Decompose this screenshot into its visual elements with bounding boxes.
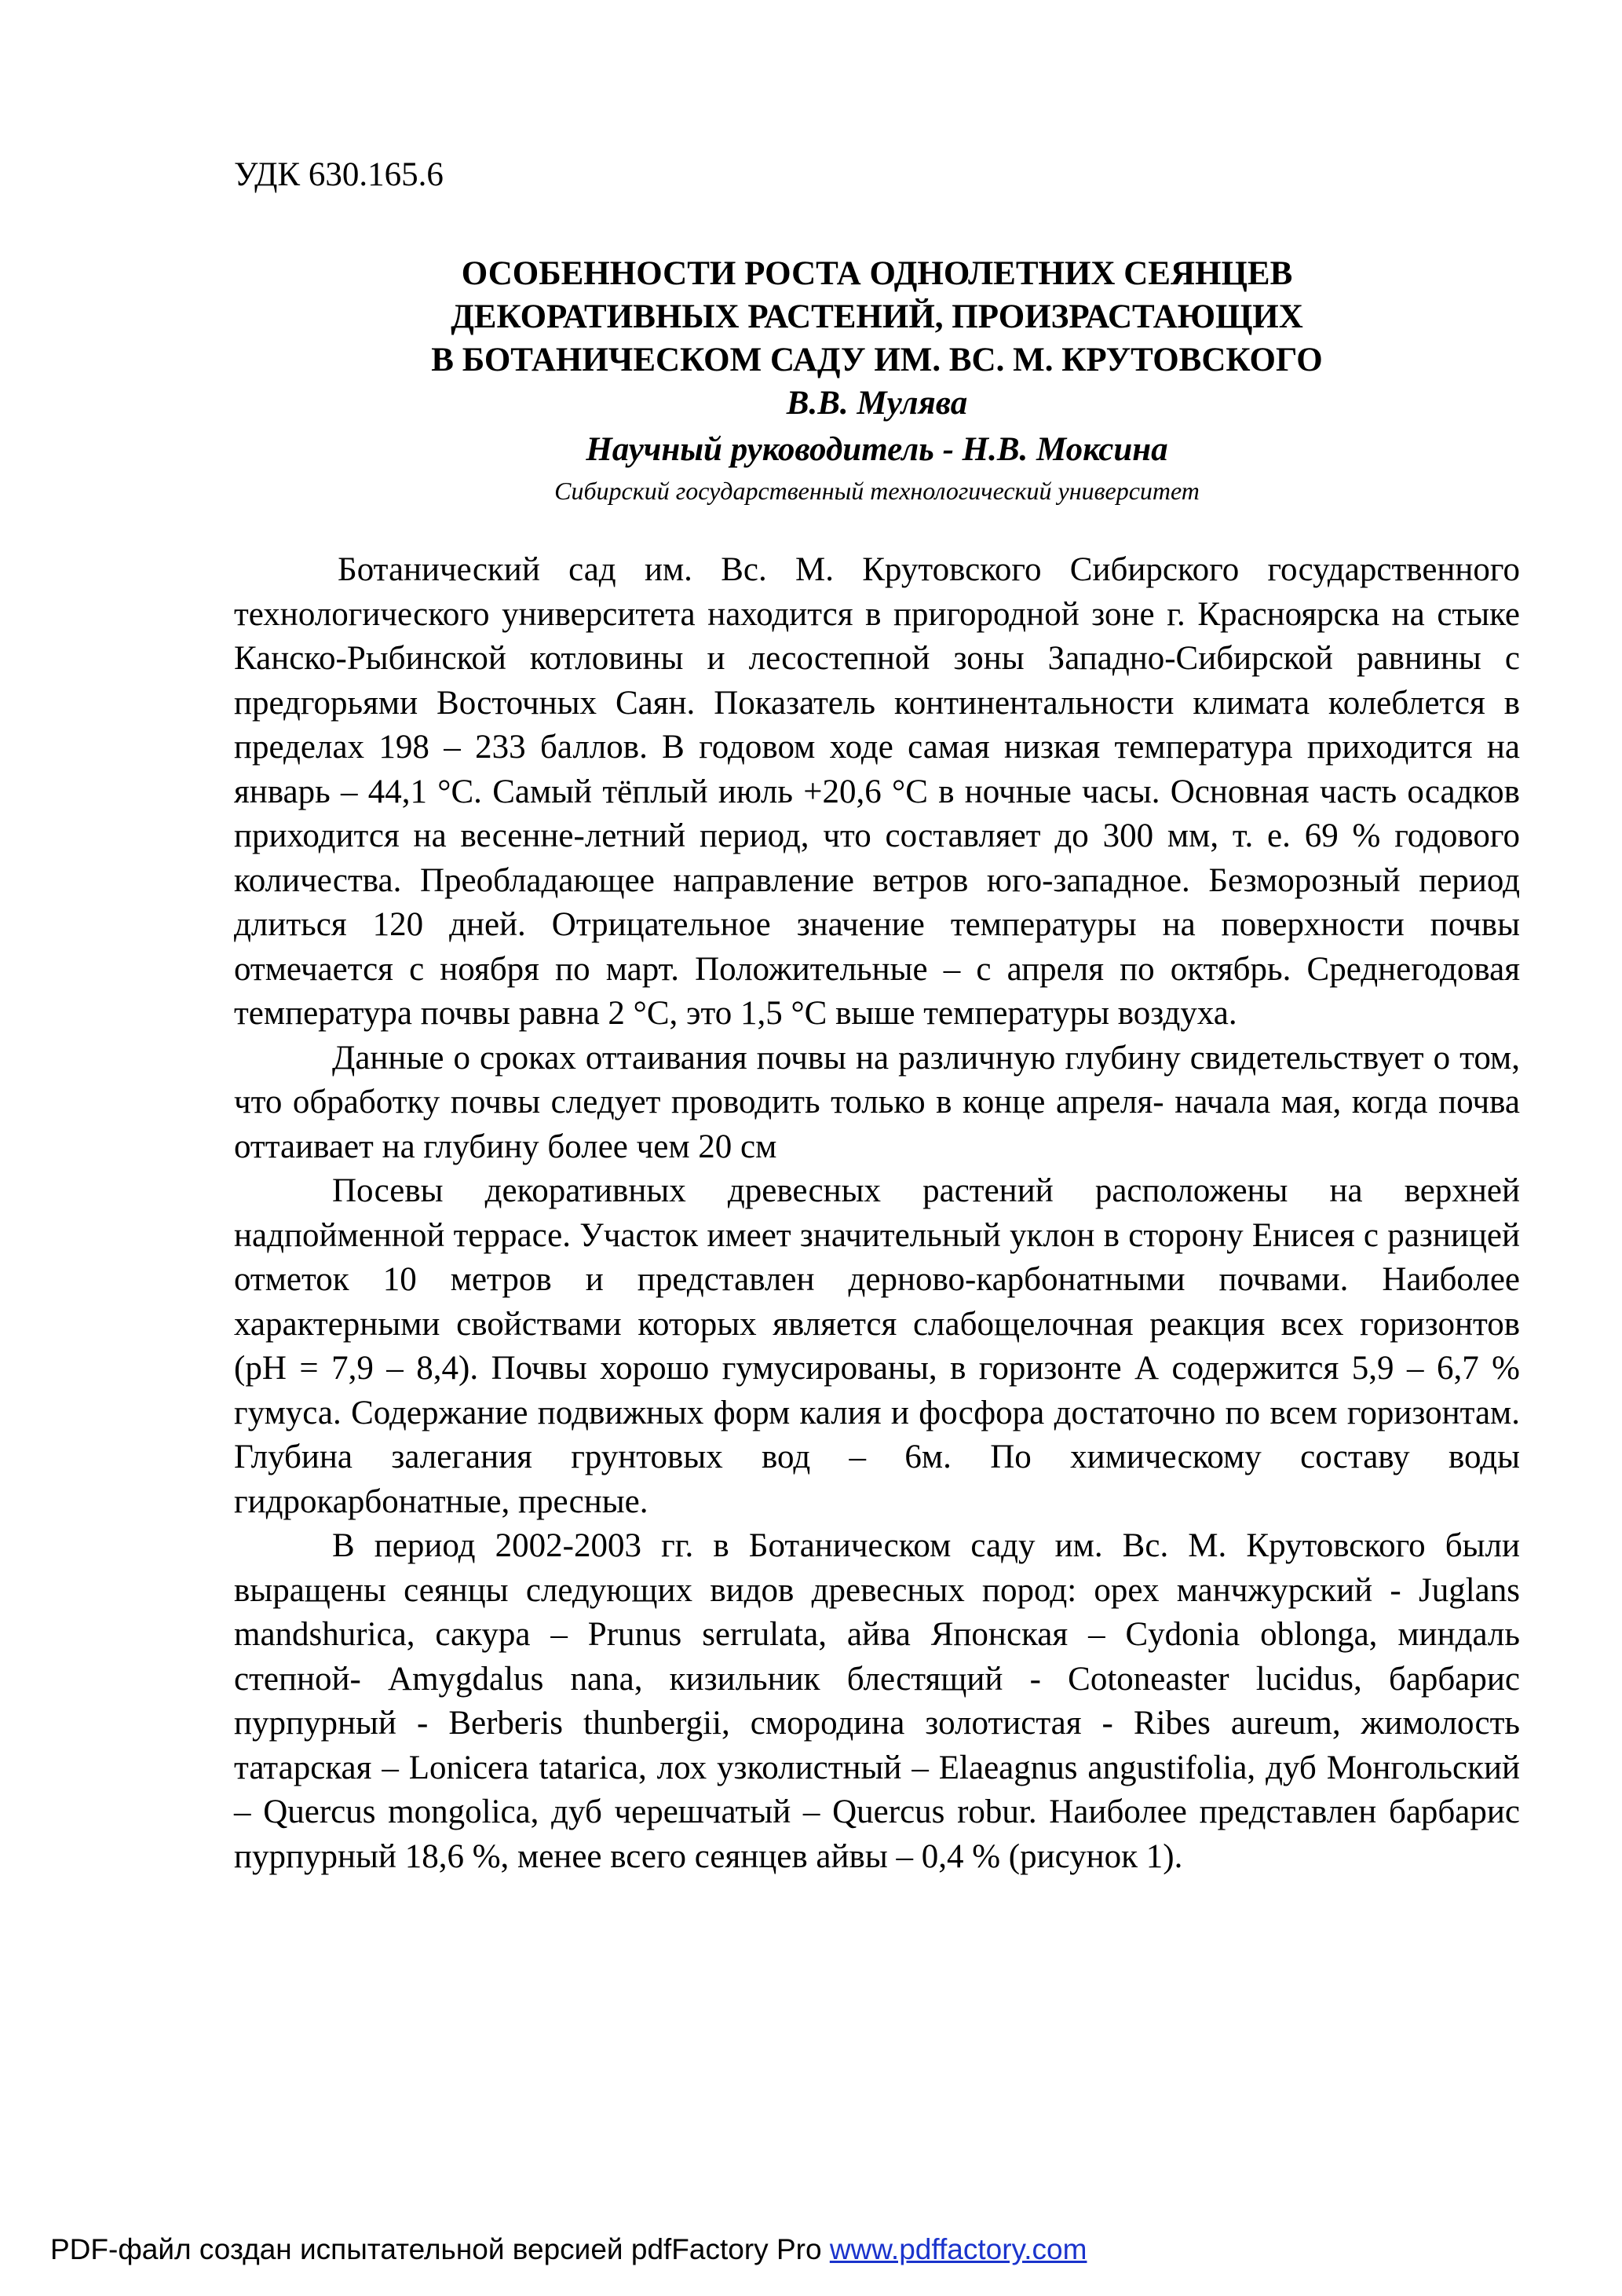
article-title — [234, 252, 1520, 382]
pdf-footer — [50, 2232, 1087, 2268]
document-page — [234, 153, 1520, 1879]
body-paragraph-4: В период 2002-2003 гг. в Ботаническом саду им. Вс. М. Крутовского были выращены сеянцы следующих видов древесных пород: орех манчжурский - Juglans mandshurica, сакура – Prunus serrulata, айва Японская – Cydonia oblonga, миндаль степной- Amygdalus nana, кизильник блестящий - Cotoneaster lucidus, барбарис пурпурный - Berberis thunbergii, смородина золотистая - Ribes aureum, жимолость татарская – Lonicera tatarica, лох узколистный – Elaeagnus angustifolia, дуб Монгольский – Quercus mongolica, дуб черешчатый – Quercus robur. Наиболее представлен барбарис пурпурный 18,6 %, менее всего сеянцев айвы – 0,4 % (рисунок 1). — [234, 1527, 1520, 1875]
title-line-1: ОСОБЕННОСТИ РОСТА ОДНОЛЕТНИХ СЕЯНЦЕВ — [461, 255, 1293, 292]
body-paragraph-1: Ботанический сад им. Вс. М. Крутовского Сибирского государственного технологического университета находится в пригородной зоне г. Красноярска на стыке Канско-Рыбинской котловины и лесостепной зоны Западно-Сибирской равнины с предгорьями Восточных Саян. Показатель континентальности климата колеблется в пределах 198 – 233 баллов. В годовом ходе самая низкая температура приходится на январь – 44,1 °С. Самый тёплый июль +20,6 °С в ночные часы. Основная часть осадков приходится на весенне-летний период, что составляет до 300 мм, т. е. 69 % годового количества. Преобладающее направление ветров юго-западное. Безморозный период длиться 120 дней. Отрицательное значение температуры на поверхности почвы отмечается с ноября по март. Положительные – с апреля по октябрь. Среднегодовая температура почвы равна 2 °С, это 1,5 °С выше температуры воздуха. — [234, 551, 1520, 1032]
title-line-2: ДЕКОРАТИВНЫХ РАСТЕНИЙ, ПРОИЗРАСТАЮЩИХ — [451, 298, 1303, 335]
udk-code: УДК 630.165.6 — [234, 156, 444, 193]
pdffactory-link[interactable]: www.pdffactory.com — [829, 2233, 1087, 2265]
body-paragraph-3: Посевы декоративных древесных растений расположены на верхней надпойменной террасе. Участок имеет значительный уклон в сторону Енисея с разницей отметок 10 метров и представлен дерново-карбонатными почвами. Наиболее характерными свойствами которых является слабощелочная реакция всех горизонтов (рН = 7,9 – 8,4). Почвы хорошо гумусированы, в горизонте А содержится 5,9 – 6,7 % гумуса. Содержание подвижных форм калия и фосфора достаточно по всем горизонтам. Глубина залегания грунтовых вод – 6м. По химическому составу воды гидрокарбонатные, пресные. — [234, 1172, 1520, 1520]
author-name: В.В. Мулява — [786, 385, 968, 422]
footer-text: PDF-файл создан испытательной версией pdfFactory Pro — [50, 2233, 830, 2265]
body-paragraph-2: Данные о сроках оттаивания почвы на различную глубину свидетельствует о том, что обработку почвы следует проводить только в конце апреля- начала мая, когда почва оттаивает на глубину более чем 20 см — [234, 1039, 1520, 1165]
supervisor-name: Научный руководитель - Н.В. Моксина — [586, 431, 1168, 468]
affiliation: Сибирский государственный технологический университет — [554, 477, 1200, 505]
title-line-3: В БОТАНИЧЕСКОМ САДУ ИМ. ВС. М. КРУТОВСКОГО — [431, 342, 1323, 378]
